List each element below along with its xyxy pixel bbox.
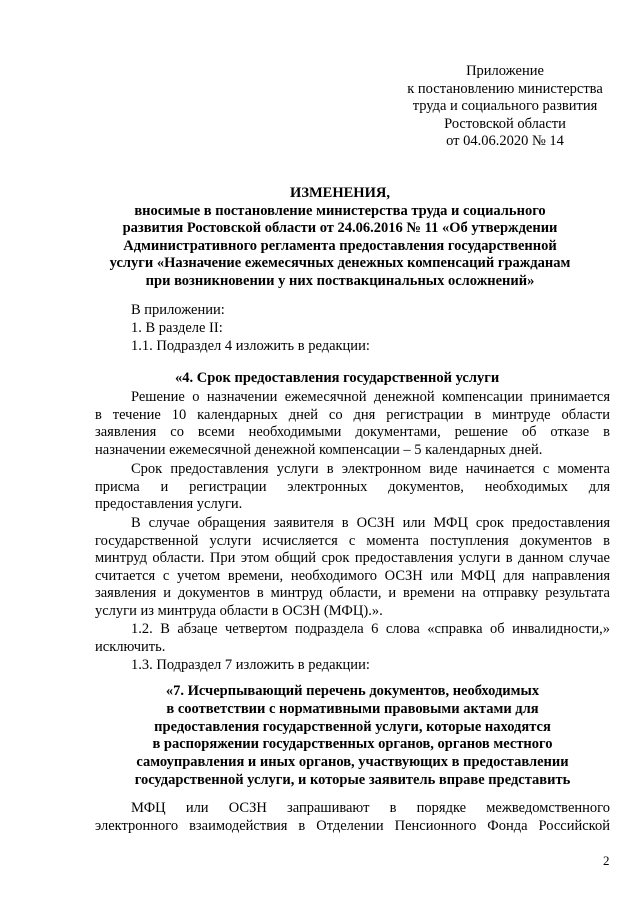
subsection-7-heading: [95, 683, 610, 790]
paragraph-line: В случае обращения заявителя в ОСЗН или МФЦ срок предоставления: [131, 515, 610, 531]
paragraph-line: присма и регистрации электронных документов, необходимых для: [95, 478, 610, 495]
paragraph-decision-term: [95, 389, 610, 459]
paragraph-line: электронного взаимодействия в Отделении Пенсионного Фонда Российской: [95, 817, 610, 834]
title-line: вносимые в постановление министерства труда и социального: [134, 202, 546, 219]
heading-line: «7. Исчерпывающий перечень документов, необходимых: [165, 683, 540, 699]
paragraph-line: Срок предоставления услуги в электронном виде начинается с момента: [131, 461, 610, 477]
title-line: при возникновении у них поствакцинальных осложнений»: [145, 272, 535, 289]
paragraph-electronic-term: [95, 461, 610, 514]
title-line: ИЗМЕНЕНИЯ,: [290, 185, 390, 201]
appendix-line: к постановлению министерства: [407, 80, 603, 97]
intro-section-ii: 1. В разделе II:: [131, 320, 223, 336]
intro-item-1-1: 1.1. Подраздел 4 изложить в редакции:: [131, 338, 370, 354]
subsection-4-heading: «4. Срок предоставления государственной услуги: [175, 370, 500, 386]
item-1-3: 1.3. Подраздел 7 изложить в редакции:: [131, 657, 370, 673]
document-title: [60, 185, 620, 291]
appendix-line: Приложение: [466, 63, 544, 79]
appendix-note: [385, 63, 625, 151]
heading-line: предоставления государственной услуги, которые находятся: [154, 718, 551, 735]
appendix-line: труда и социального развития: [412, 98, 598, 114]
paragraph-line: назначении ежемесячной денежной компенсации – 5 календарных дней.: [95, 441, 543, 458]
page-number: 2: [603, 853, 610, 868]
title-line: развития Ростовской области от 24.06.2016 № 11 «Об утверждении: [122, 220, 558, 237]
appendix-line: Ростовской области: [444, 115, 566, 132]
paragraph-item-1-2: [95, 621, 610, 656]
title-line: Административного регламента предоставления государственной: [123, 237, 557, 254]
paragraph-line: считается с учетом времени, необходимого ОСЗН или МФЦ для направления: [95, 567, 610, 584]
paragraph-line: государственной услуги исчисляется с момента поступления документов в: [95, 532, 610, 549]
paragraph-line: предоставления услуги.: [95, 496, 243, 512]
paragraph-mfc-requests: [95, 800, 610, 835]
heading-line: самоуправления и иных органов, участвующих в предоставлении: [136, 754, 569, 771]
heading-line: государственной услуги, и которые заявитель вправе представить: [134, 771, 571, 788]
heading-line: в распоряжении государственных органов, органов местного: [152, 736, 553, 753]
appendix-line: от 04.06.2020 № 14: [446, 133, 564, 149]
title-line: услуги «Назначение ежемесячных денежных компенсаций гражданам: [109, 255, 571, 272]
intro-in-appendix: В приложении:: [131, 302, 225, 318]
paragraph-line: заявления со всеми необходимыми документами, решение об отказе в: [95, 424, 610, 440]
paragraph-oszn-mfc: [95, 515, 610, 620]
paragraph-line: заявления и документов в минтруд области, и времени на отправку результата: [95, 585, 610, 601]
paragraph-line: в течение 10 календарных дней со дня регистрации в минтруде области: [95, 406, 610, 423]
paragraph-line: 1.2. В абзаце четвертом подраздела 6 слова «справка об инвалидности,»: [131, 621, 610, 637]
paragraph-line: услуги из минтруда области в ОСЗН (МФЦ).».: [95, 602, 383, 619]
paragraph-line: минтруд области. При этом общий срок предоставления услуги в данном случае: [95, 550, 610, 566]
paragraph-line: Решение о назначении ежемесячной денежной компенсации принимается: [131, 389, 610, 405]
heading-line: в соответствии с нормативными правовыми актами для: [166, 700, 539, 717]
paragraph-line: исключить.: [95, 638, 166, 655]
paragraph-line: МФЦ или ОСЗН запрашивают в порядке межведомственного: [131, 800, 610, 816]
